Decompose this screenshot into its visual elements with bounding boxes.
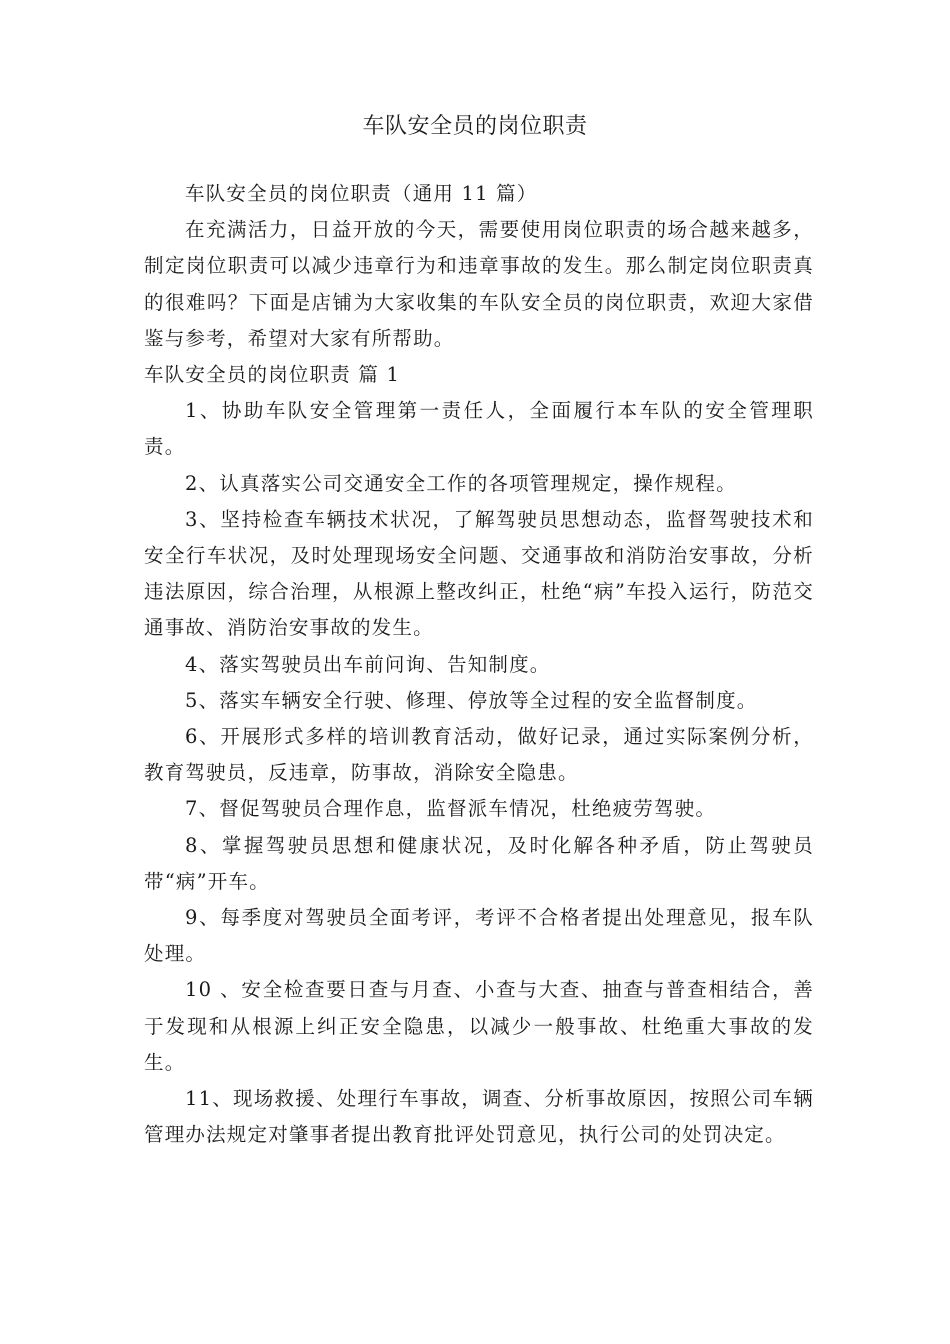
duty-item-7: 7、督促驾驶员合理作息，监督派车情况，杜绝疲劳驾驶。: [185, 797, 717, 821]
duty-item-6: 6、开展形式多样的培训教育活动，做好记录，通过实际案例分析，教育驾驶员，反违章，防事故，消除安全隐患。: [144, 725, 814, 785]
duty-item-4: 4、落实驾驶员出车前问询、告知制度。: [185, 652, 551, 676]
document-subtitle: 车队安全员的岗位职责（通用 11 篇）: [185, 182, 538, 205]
duty-item-8: 8、掌握驾驶员思想和健康状况，及时化解各种矛盾，防止驾驶员带“病”开车。: [144, 833, 814, 893]
section-heading: 车队安全员的岗位职责 篇 1: [144, 363, 401, 387]
duty-item-2: 2、认真落实公司交通安全工作的各项管理规定，操作规程。: [185, 471, 737, 495]
duty-item-11: 11、现场救援、处理行车事故，调查、分析事故原因，按照公司车辆管理办法规定对肇事者提出教育批评处罚意见，执行公司的处罚决定。: [144, 1087, 814, 1147]
document-title: 车队安全员的岗位职责: [362, 114, 588, 139]
duty-item-9: 9、每季度对驾驶员全面考评，考评不合格者提出处理意见，报车队处理。: [144, 906, 814, 966]
intro-paragraph: 在充满活力，日益开放的今天，需要使用岗位职责的场合越来越多，制定岗位职责可以减少违章行为和违章事故的发生。那么制定岗位职责真的很难吗？下面是店铺为大家收集的车队安全员的岗位职责，欢迎大家借鉴与参考，希望对大家有所帮助。: [144, 218, 814, 350]
duty-item-1: 1、协助车队安全管理第一责任人，全面履行本车队的安全管理职责。: [144, 399, 814, 459]
duty-item-10: 10 、安全检查要日查与月查、小查与大查、抽查与普查相结合，善于发现和从根源上纠正安全隐患，以减少一般事故、杜绝重大事故的发生。: [144, 978, 814, 1074]
duty-item-5: 5、落实车辆安全行驶、修理、停放等全过程的安全监督制度。: [185, 688, 758, 712]
document-body: [144, 176, 814, 1153]
duty-item-3: 3、坚持检查车辆技术状况，了解驾驶员思想动态，监督驾驶技术和安全行车状况，及时处理现场安全问题、交通事故和消防治安事故，分析违法原因，综合治理，从根源上整改纠正，杜绝“病”车投入运行，防范交通事故、消防治安事故的发生。: [144, 507, 814, 640]
